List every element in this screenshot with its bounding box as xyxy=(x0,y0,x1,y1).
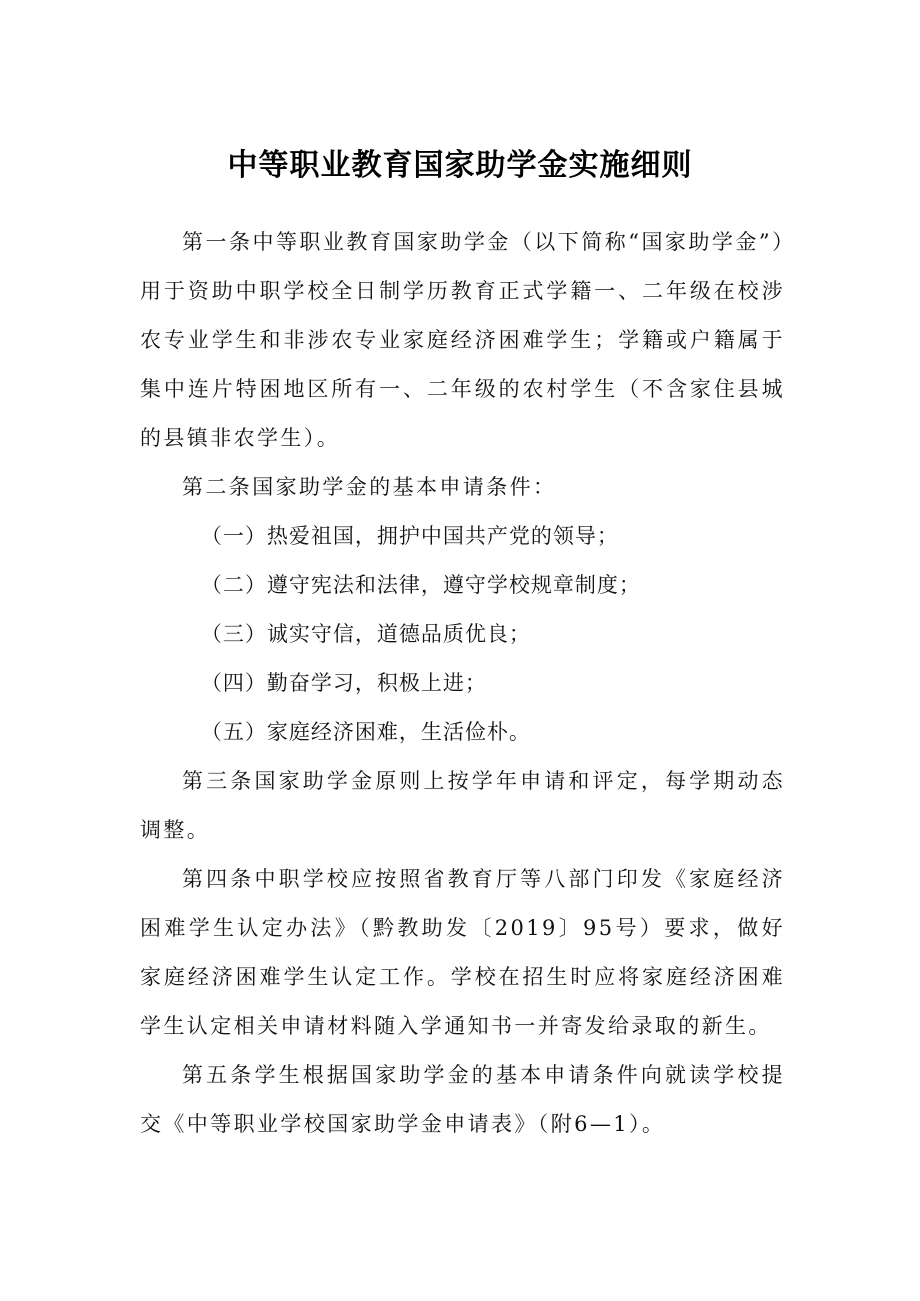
condition-item-5: （五）家庭经济困难，生活俭朴。 xyxy=(200,720,531,744)
condition-item-2: （二）遵守宪法和法律，遵守学校规章制度； xyxy=(200,573,641,597)
article-4-paragraph: 第四条中职学校应按照省教育厅等八部门印发《家庭经济困难学生认定办法》（黔教助发〔2019〕95号）要求，做好家庭经济困难学生认定工作。学校在招生时应将家庭经济困难学生认定相关申请材料随入学通知书一并寄发给录取的新生。 xyxy=(140,867,785,1038)
article-2-paragraph: 第二条国家助学金的基本申请条件： xyxy=(182,475,557,499)
document-title: 中等职业教育国家助学金实施细则 xyxy=(227,148,693,183)
article-3-paragraph: 第三条国家助学金原则上按学年申请和评定，每学期动态调整。 xyxy=(140,769,785,842)
article-5-paragraph: 第五条学生根据国家助学金的基本申请条件向就读学校提交《中等职业学校国家助学金申请表》（附6—1）。 xyxy=(140,1063,785,1136)
condition-item-1: （一）热爱祖国，拥护中国共产党的领导； xyxy=(200,524,619,548)
article-1-paragraph: 第一条中等职业教育国家助学金（以下简称“国家助学金”）用于资助中职学校全日制学历教育正式学籍一、二年级在校涉农专业学生和非涉农专业家庭经济困难学生；学籍或户籍属于集中连片特困地区所有一、二年级的农村学生（不含家住县城的县镇非农学生）。 xyxy=(140,230,785,450)
document-body xyxy=(140,218,785,1149)
condition-item-4: （四）勤奋学习，积极上进； xyxy=(200,671,487,695)
condition-item-3: （三）诚实守信，道德品质优良； xyxy=(200,622,531,646)
